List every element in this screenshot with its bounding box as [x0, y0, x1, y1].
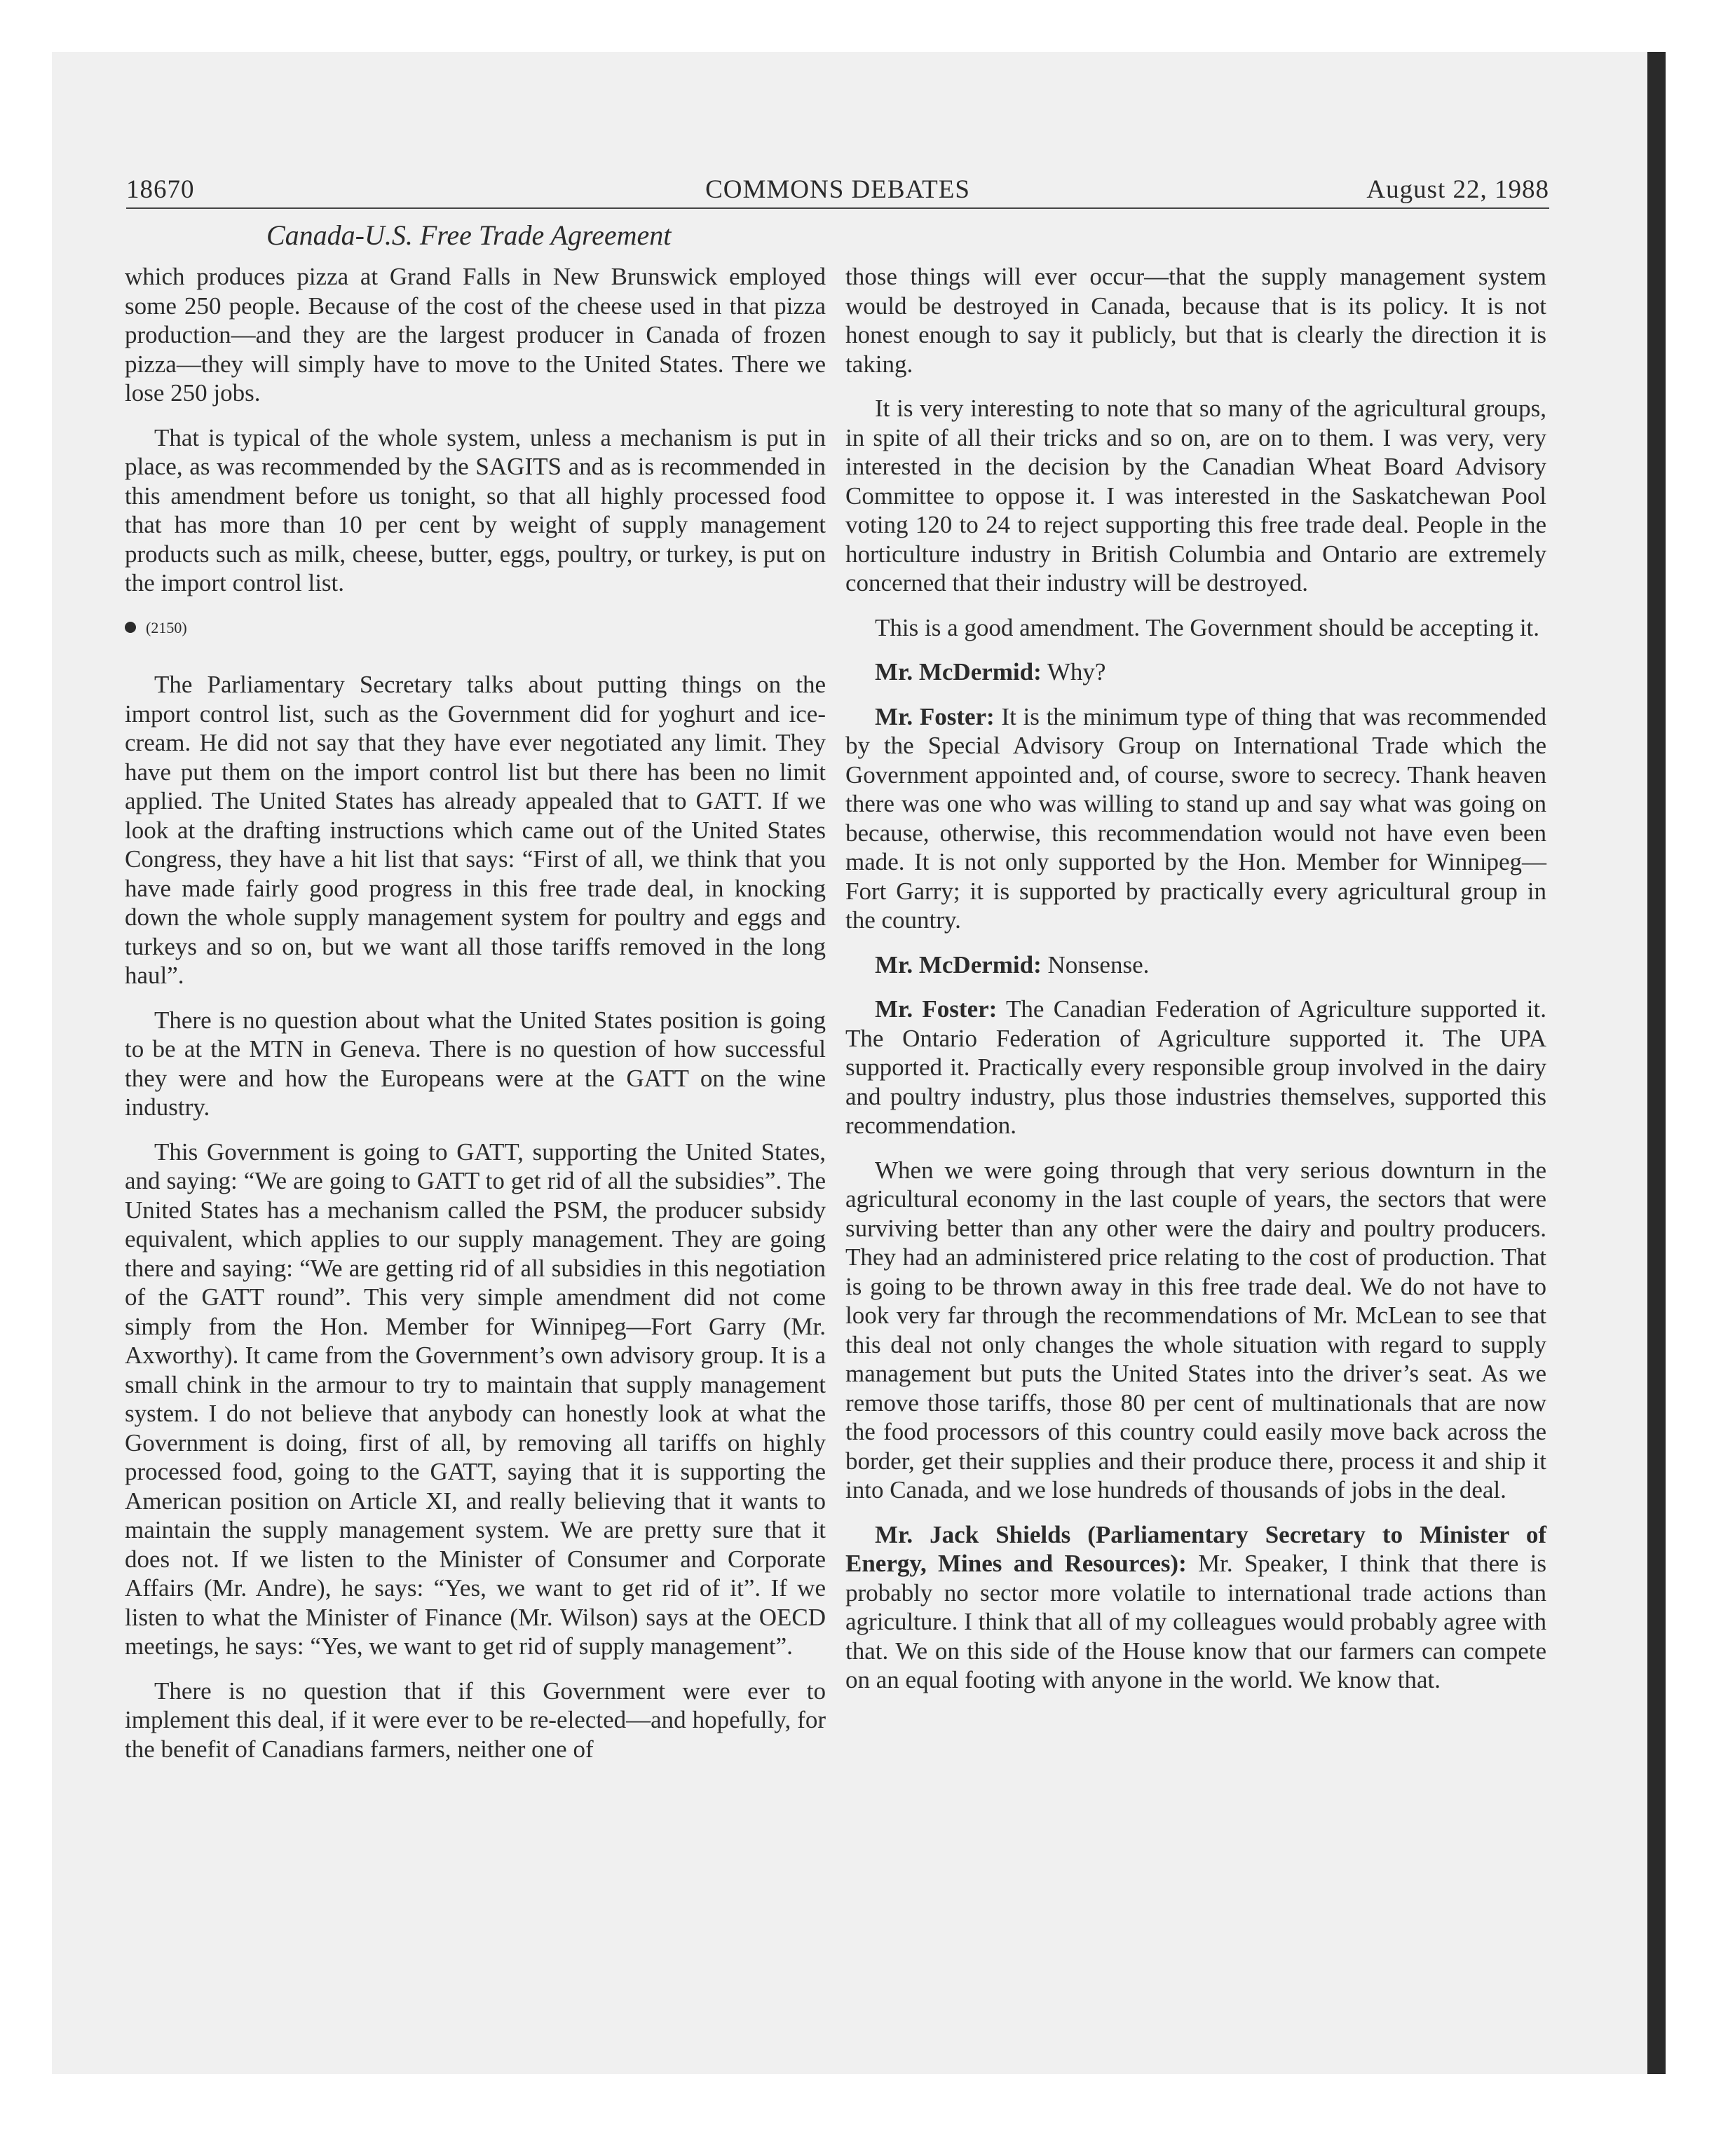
- speech: [845, 657, 1546, 687]
- paragraph: There is no question about what the United States position is going to be at the MTN in Geneva. There is no question of how successful they were and how the Europeans were at the GATT on the wine industry.: [125, 1006, 826, 1121]
- speaker-name: Mr. Foster:: [875, 995, 998, 1023]
- paragraph: The Parliamentary Secretary talks about putting things on the import control list, such as the Government did for yoghurt and ice-cream. He did not say that they have ever negotiated any limit. They have put them on the import control list but there has been no limit applied. The United States has already appealed that to GATT. If we look at the drafting instructions which came out of the United States Congress, they have a hit list that says: “First of all, we think that you have made fairly good progress in this free trade deal, in knocking down the whole supply management system for poultry and eggs and turkeys and so on, but we want all those tariffs removed in the long haul”.: [125, 671, 826, 989]
- running-header: [126, 168, 1549, 209]
- page-edge-shadow: [1647, 52, 1666, 2074]
- paragraph: This is a good amendment. The Government should be accepting it.: [875, 613, 1540, 641]
- bullet-icon: [125, 622, 136, 633]
- page-number: 18670: [126, 175, 195, 204]
- left-column: [125, 262, 826, 1779]
- paragraph: That is typical of the whole system, unless a mechanism is put in place, as was recommended by the SAGITS and as is recommended in this amendment before us tonight, so that all highly processed food that has more than 10 per cent by weight of supply management products such as milk, cheese, butter, eggs, poultry, or turkey, is put on the import control list.: [125, 423, 826, 596]
- publication-date: August 22, 1988: [1366, 175, 1549, 204]
- speaker-name: Mr. McDermid:: [875, 950, 1042, 978]
- paragraph: When we were going through that very serious downturn in the agricultural economy in the last couple of years, the sectors that were surviving better than any other were the dairy and poultry producers. They had an administered price relating to the cost of production. That is going to be thrown away in this free trade deal. We do not have to look very far through the recommendations of Mr. McLean to see that this deal not only changes the whole situation with regard to supply management but puts the United States into the driver’s seat. As we remove those tariffs, those 80 per cent of multinationals that are now the food processors of this country could easily move back across the border, get their supplies and their produce there, process it and ship it into Canada, and we lose hundreds of thousands of jobs in the deal.: [845, 1156, 1546, 1503]
- speech: [845, 995, 1546, 1140]
- paragraph: This Government is going to GATT, supporting the United States, and saying: “We are going to GATT to get rid of all the subsidies”. The United States has a mechanism called the PSM, the producer subsidy equivalent, which applies to our supply management. They are going there and saying: “We are getting rid of all subsidies in this negotiation of the GATT round”. This very simple amendment did not come simply from the Hon. Member for Winnipeg—Fort Garry (Mr. Axworthy). It came from the Government’s own advisory group. It is a small chink in the armour to try to maintain that supply management system. I do not believe that anybody can honestly look at what the Government is doing, first of all, by removing all tariffs on highly processed food, going to the GATT, saying that it is supporting the American position on Article XI, and really believing that it wants to maintain the supply management system. We are pretty sure that it does not. If we listen to the Minister of Consumer and Corporate Affairs (Mr. Andre), he says: “Yes, we want to get rid of it”. If we listen to what the Minister of Finance (Mr. Wilson) says at the OECD meetings, he says: “Yes, we want to get rid of supply management”.: [125, 1138, 826, 1660]
- speech-text: Nonsense.: [1041, 950, 1150, 978]
- speech-text: Why?: [1041, 658, 1106, 685]
- right-column: [845, 262, 1546, 1710]
- speaker-name: Mr. Foster:: [875, 702, 995, 730]
- speech: [845, 950, 1546, 980]
- time-marker: [125, 613, 826, 643]
- speech-text: The Canadian Federation of Agriculture supported it. The Ontario Federation of Agriculture supported it. The UPA supported it. Practically every responsible group involved in the dairy and poultry industry, plus those industries themselves, supported this recommendation.: [845, 995, 1546, 1139]
- time-marker-label: (2150): [146, 618, 187, 636]
- speech-text: Mr. Speaker, I think that there is probably no sector more volatile to international trade actions than agriculture. I think that all of my colleagues would probably agree with that. We on this side of the House know that our farmers can compete on an equal footing with anyone in the world. We know that.: [845, 1550, 1546, 1693]
- paragraph: those things will ever occur—that the supply management system would be destroyed in Canada, because that is its policy. It is not honest enough to say it publicly, but that is clearly the direction it is taking.: [845, 263, 1546, 378]
- speech: [845, 702, 1546, 935]
- speech-text: It is the minimum type of thing that was recommended by the Special Advisory Group on International Trade which the Government appointed and, of course, swore to secrecy. Thank heaven there was one who was willing to stand up and say what was going on because, otherwise, this recommendation would not have even been made. It is not only supported by the Hon. Member for Winnipeg—Fort Garry; it is supported by practically every agricultural group in the country.: [845, 702, 1546, 934]
- speaker-name: Mr. McDermid:: [875, 658, 1042, 685]
- paragraph: It is very interesting to note that so many of the agricultural groups, in spite of all their tricks and so on, are on to them. I was very, very interested in the decision by the Canadian Wheat Board Advisory Committee to oppose it. I was interested in the Saskatchewan Pool voting 120 to 24 to reject supporting this free trade deal. People in the horticulture industry in British Columbia and Ontario are extremely concerned that their industry will be destroyed.: [845, 395, 1546, 596]
- speech: [845, 1520, 1546, 1695]
- speaker-name: Mr. Jack Shields (Parliamentary Secretary to Minister of Energy, Mines and Resources):: [845, 1520, 1546, 1577]
- subject-heading: Canada-U.S. Free Trade Agreement: [266, 219, 672, 251]
- publication-title: COMMONS DEBATES: [705, 175, 970, 204]
- paragraph: which produces pizza at Grand Falls in New Brunswick employed some 250 people. Because of the cost of the cheese used in that pizza production—and they are the largest producer in Canada of frozen pizza—they will simply have to move to the United States. There we lose 250 jobs.: [125, 263, 826, 407]
- paragraph: There is no question that if this Government were ever to implement this deal, if it were ever to be re-elected—and hopefully, for the benefit of Canadians farmers, neither one of: [125, 1677, 826, 1763]
